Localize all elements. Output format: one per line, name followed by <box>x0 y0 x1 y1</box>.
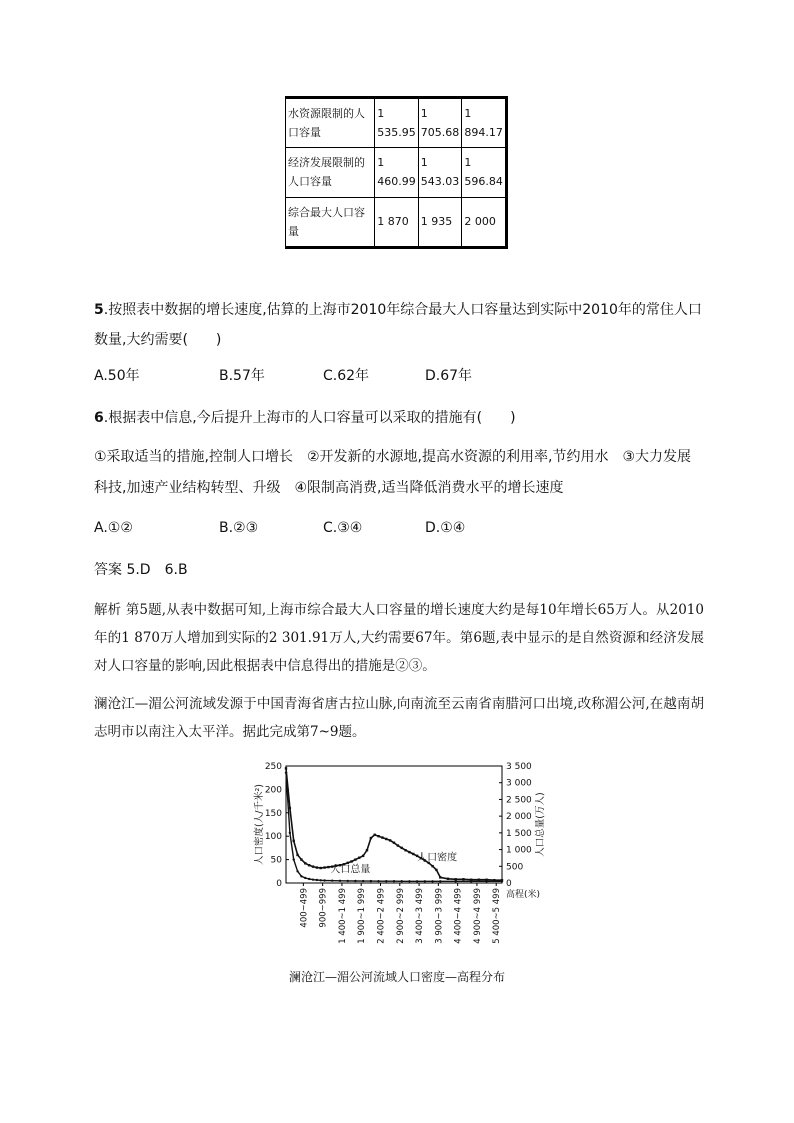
intro-paragraph: 澜沧江—湄公河流域发源于中国青海省唐古拉山脉,向南流至云南省南腊河口出境,改称湄公河,在越南胡志明市以南注入太平洋。据此完成第7~9题。 <box>94 696 704 740</box>
density-point <box>439 876 441 878</box>
density-point <box>370 837 372 839</box>
density-point <box>366 849 368 851</box>
q6-option-a[interactable]: A.①② <box>94 520 133 536</box>
right-tick-label: 2 000 <box>506 812 532 823</box>
total-point <box>300 875 302 877</box>
total-point <box>370 880 372 882</box>
q5-option-b[interactable]: B.57年 <box>219 368 265 384</box>
total-point <box>293 858 295 860</box>
density-point <box>293 840 295 842</box>
density-point <box>385 838 387 840</box>
x-tick-label: 3 900~3 999 <box>434 888 445 944</box>
total-point <box>362 880 364 882</box>
density-point <box>300 858 302 860</box>
density-point <box>455 878 457 880</box>
right-tick-label: 1 000 <box>506 845 532 856</box>
total-point <box>385 880 387 882</box>
total-point <box>316 879 318 881</box>
density-point <box>358 857 360 859</box>
total-point <box>401 880 403 882</box>
density-point <box>308 864 310 866</box>
left-tick-label: 50 <box>270 855 282 866</box>
density-point <box>327 866 329 868</box>
x-tick-label: 400~499 <box>299 888 310 928</box>
right-tick-label: 500 <box>506 862 524 873</box>
plot-frame <box>286 766 502 883</box>
chart-caption: 澜沧江—湄公河流域人口密度—高程分布 <box>288 970 505 984</box>
series-label-density: 人口密度 <box>417 852 458 864</box>
density-point <box>401 847 403 849</box>
total-point <box>289 832 291 834</box>
total-point <box>285 771 287 773</box>
answer-line: 答案 5.D 6.B <box>94 562 188 578</box>
question-6-stem: ①采取适当的措施,控制人口增长 ②开发新的水源地,提高水资源的利用率,节约用水 ③大力发展科技,加速产业结构转型、升级 ④限制高消费,适当降低消费水平的增长速度 <box>94 449 692 496</box>
density-point <box>312 865 314 867</box>
series-label-total: 人口总量 <box>330 864 371 876</box>
table-row <box>286 98 507 148</box>
question-text: .按照表中数据的增长速度,估算的上海市2010年综合最大人口容量达到实际中2010年的常住人口数量,大约需要( ) <box>94 302 702 348</box>
density-point <box>435 869 437 871</box>
x-tick-label: 1 400~1 499 <box>337 888 348 944</box>
row-label: 综合最大人口容量 <box>286 197 375 247</box>
total-point <box>331 879 333 881</box>
density-point <box>462 878 464 880</box>
right-tick-label: 0 <box>506 879 512 889</box>
table-cell: 1 870 <box>375 197 419 247</box>
density-point <box>393 842 395 844</box>
q5-option-a[interactable]: A.50年 <box>94 368 140 384</box>
total-point <box>323 879 325 881</box>
density-point <box>412 853 414 855</box>
table-row <box>286 148 507 197</box>
x-tick-label: 3 400~3 499 <box>415 888 426 944</box>
x-tick-label: 5 400~5 499 <box>492 888 503 944</box>
table-cell: 1 460.99 <box>375 148 419 197</box>
table-cell: 1 543.03 <box>418 148 462 197</box>
left-tick-label: 200 <box>264 785 282 796</box>
density-point <box>347 862 349 864</box>
x-tick-label: 1 900~1 999 <box>357 888 368 944</box>
density-point <box>316 866 318 868</box>
q6-option-c[interactable]: C.③④ <box>323 520 363 536</box>
population-capacity-table <box>285 96 508 249</box>
question-number: 6 <box>94 410 104 426</box>
total-point <box>304 877 306 879</box>
total-point <box>416 880 418 882</box>
x-axis-label: 高程(米) <box>506 890 541 900</box>
total-point <box>485 880 487 882</box>
density-point <box>397 844 399 846</box>
total-point <box>424 880 426 882</box>
total-point <box>354 880 356 882</box>
table-cell: 1 596.84 <box>462 148 507 197</box>
density-point <box>304 862 306 864</box>
question-text: .根据表中信息,今后提升上海市的人口容量可以采取的措施有( ) <box>103 410 516 426</box>
density-point <box>320 867 322 869</box>
x-tick-label: 2 900~2 999 <box>395 888 406 944</box>
q5-option-c[interactable]: C.62年 <box>323 368 370 384</box>
density-point <box>377 835 379 837</box>
total-point <box>455 880 457 882</box>
left-tick-label: 150 <box>264 808 282 819</box>
total-point <box>439 880 441 882</box>
density-point <box>362 855 364 857</box>
density-point <box>431 865 433 867</box>
table-cell: 1 535.95 <box>375 98 419 148</box>
total-point <box>431 880 433 882</box>
left-axis-label: 人口密度(人/千米²) <box>254 784 265 865</box>
total-point <box>470 880 472 882</box>
left-tick-label: 100 <box>264 832 282 843</box>
density-point <box>323 866 325 868</box>
question-number: 5 <box>94 302 104 318</box>
total-point <box>320 879 322 881</box>
total-point <box>408 880 410 882</box>
x-tick-label: 4 400~4 499 <box>453 888 464 944</box>
total-point <box>308 878 310 880</box>
density-point <box>354 858 356 860</box>
total-point <box>501 880 503 882</box>
density-point <box>389 839 391 841</box>
density-point <box>296 854 298 856</box>
density-point <box>447 878 449 880</box>
question-6 <box>94 403 704 433</box>
total-point <box>296 870 298 872</box>
table-row <box>286 197 507 247</box>
total-point <box>377 880 379 882</box>
q6-option-d[interactable]: D.①④ <box>425 520 466 536</box>
density-point <box>404 849 406 851</box>
series-total-line <box>286 773 502 882</box>
row-label: 水资源限制的人口容量 <box>286 98 375 148</box>
density-point <box>285 767 287 769</box>
right-tick-label: 3 000 <box>506 778 532 789</box>
table-cell: 1 894.17 <box>462 98 507 148</box>
right-axis-label: 人口总量(万人) <box>535 792 546 857</box>
density-point <box>374 834 376 836</box>
explanation-paragraph: 解析 第5题,从表中数据可知,上海市综合最大人口容量的增长速度大约是每10年增长65万人。从2010年的1 870万人增加到实际的2 301.91万人,大约需要67年。第6题,表中显示的是自然资源和经济发展对人口容量的影响,因此根据表中信息得出的措施是②③。 <box>94 602 704 674</box>
right-tick-label: 3 500 <box>506 762 532 772</box>
table-cell: 2 000 <box>462 197 507 247</box>
total-point <box>339 880 341 882</box>
total-point <box>347 880 349 882</box>
density-point <box>350 860 352 862</box>
q6-option-b[interactable]: B.②③ <box>219 520 259 536</box>
table-cell: 1 705.68 <box>418 98 462 148</box>
x-tick-label: 900~999 <box>318 888 329 928</box>
right-tick-label: 1 500 <box>506 828 532 839</box>
left-tick-label: 250 <box>264 762 282 772</box>
density-point <box>381 836 383 838</box>
x-tick-label: 2 400~2 499 <box>376 888 387 944</box>
x-tick-label: 4 900~4 999 <box>472 888 483 944</box>
total-point <box>393 880 395 882</box>
table-cell: 1 935 <box>418 197 462 247</box>
right-tick-label: 2 500 <box>506 795 532 806</box>
density-point <box>478 879 480 881</box>
density-point <box>408 851 410 853</box>
question-5 <box>94 295 704 355</box>
total-point <box>312 878 314 880</box>
density-elevation-chart <box>240 758 560 958</box>
q5-option-d[interactable]: D.67年 <box>425 368 473 384</box>
row-label: 经济发展限制的人口容量 <box>286 148 375 197</box>
left-tick-label: 0 <box>276 879 282 889</box>
series-density-line <box>286 768 502 880</box>
